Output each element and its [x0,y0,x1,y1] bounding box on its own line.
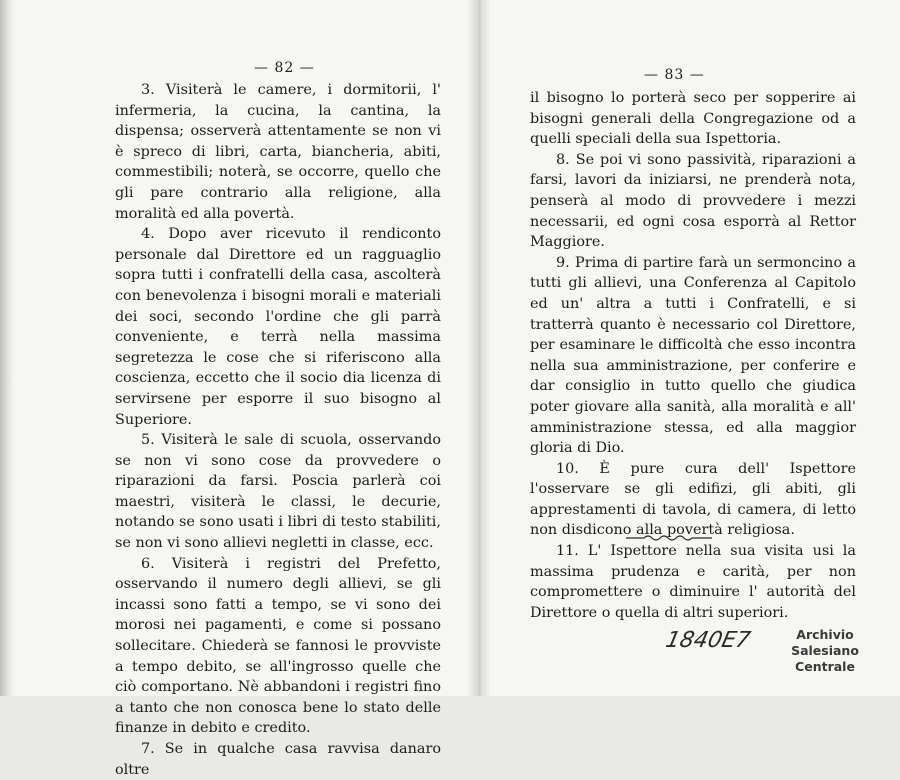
paragraph-4: 4. Dopo aver ricevuto il rendiconto personale dal Direttore ed un ragguaglio sopra tutti i confratelli della casa, ascolterà con benevolenza i bisogni morali e materiali dei soci, secondo l'ordine che gli parrà conveniente, e terrà nella massima segretezza le cose che si riferiscono alla coscienza, eccetto che il socio dia licenza di servirsene per esporre il suo bisogno al Superiore. [115,226,441,428]
paragraph-9: 9. Prima di partire farà un sermoncino a tutti gli allievi, una Conferenza al Capitolo ed un' altra a tutti i Confratelli, e si tratterrà quanto è necessario col Direttore, per esaminare le difficoltà che esso incontra nella sua amministrazione, per conferire e dar consiglio in tutto quello che giudica poter giovare alla sanità, alla moralità e all' amministrazione stessa, ed alla maggior gloria di Dio. [530,254,856,457]
paragraph-10: 10. È pure cura dell' Ispettore l'osservare se gli edifizi, gli abiti, gli apprestamenti di tavola, di camera, di letto non disdicono alla povertà religiosa. [530,460,856,539]
page-number-left: — 82 — [254,60,315,76]
paragraph-6: 6. Visiterà i registri del Prefetto, osservando il numero degli allievi, se gli incassi sono fatti a tempo, se vi sono dei morosi nei pagamenti, e come si possano sollecitare. Chiederà se fannosi le provviste a tempo debito, se all'ingrosso quelle che ciò comportano. Nè abbandoni i registri fino a tanto che non conosca bene lo stato delle finanze in debito e credito. [115,555,441,737]
page-edge-shadow [0,0,14,696]
paragraph-8: 8. Se poi vi sono passività, riparazioni a farsi, lavori da iniziarsi, ne prenderà nota, penserà al modo di provvedere i mezzi necessarii, ed ogni cosa esporrà al Rettor Maggiore. [530,151,856,251]
stamp-line-2: Centrale [795,659,855,674]
left-page-text [115,80,441,780]
paragraph-3: 3. Visiterà le camere, i dormitorii, l' infermeria, la cucina, la cantina, la dispensa; osserverà attentamente se non vi è spreco di libri, carta, biancheria, abiti, commestibili; noterà, se occorre, quello che gli pare contrario alla religione, alla moralità ed alla povertà. [115,82,441,222]
paragraph-7-start: 7. Se in qualche casa ravvisa danaro oltre [115,741,441,778]
closing-ornament [624,530,714,544]
paragraph-11: 11. L' Ispettore nella sua visita usi la massima prudenza e carità, per non compromettere o diminuire l' autorità del Direttore o quella di altri superiori. [530,543,856,621]
page-number-right: — 83 — [644,67,705,83]
book-gutter [468,0,490,696]
stamp-line-1: Archivio Salesiano [791,627,859,658]
right-page [478,0,900,696]
paragraph-7-continued: il bisogno lo porterà seco per sopperire ai bisogni generali della Congregazione od a quelli speciali della sua Ispettoria. [530,90,856,148]
paragraph-5: 5. Visiterà le sale di scuola, osservando se non vi sono cose da provvedere o riparazioni da farsi. Poscia parlerà coi maestri, visiterà le classi, le decurie, notando se sono usati i libri di testo stabiliti, se non vi sono allievi negletti in classe, ecc. [115,432,441,552]
archive-stamp [780,627,870,675]
handwritten-archive-number: 1840E7 [663,628,753,653]
